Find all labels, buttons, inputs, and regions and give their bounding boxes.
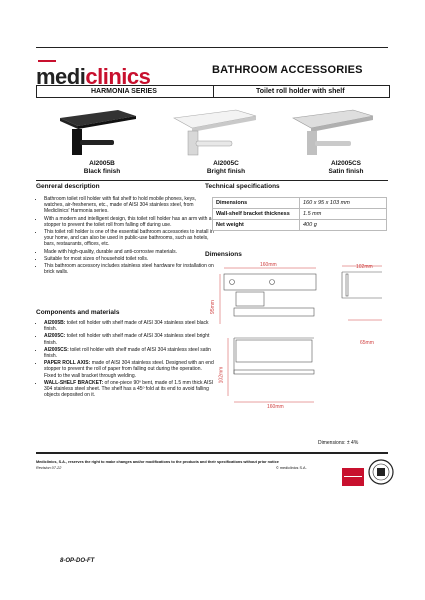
logo-accent bbox=[38, 60, 56, 62]
component-label: PAPER ROLL AXIS: bbox=[44, 360, 91, 367]
description-item: • With a modern and intelligent design, this toilet roll holder has an arm with a stopper to prevent the toilet roll from falling off during use. bbox=[44, 216, 214, 228]
spec-value: 400 g bbox=[300, 220, 387, 231]
spec-value: 1.5 mm bbox=[300, 209, 387, 220]
product-finish: Black finish bbox=[83, 168, 121, 175]
description-item: • Made with high-quality, durable and anti-corrosive materials. bbox=[44, 249, 214, 255]
dim-top-depth: 102mm bbox=[356, 264, 373, 270]
certification-badge-icon bbox=[342, 462, 364, 490]
product-name: Toilet roll holder with shelf bbox=[256, 88, 345, 95]
series-divider bbox=[213, 86, 214, 97]
product-image-satin bbox=[285, 108, 375, 158]
section-rule bbox=[36, 180, 388, 181]
dimensions-drawing bbox=[209, 262, 388, 434]
dimensions-title: Dimensions bbox=[205, 251, 242, 258]
component-item bbox=[44, 320, 214, 332]
description-item: • This bathroom accessory includes stainless steel hardware for installation on brick walls. bbox=[44, 263, 214, 275]
product-image-black bbox=[50, 108, 140, 158]
series-name: HARMONIA SERIES bbox=[91, 88, 157, 95]
product-code: AI2005CS bbox=[331, 160, 361, 167]
description-item: • This toilet roll holder is one of the essential bathroom accessories to install in your home, and can also be used in public-use bathrooms, such as hotels, bars, restaurants, offices, etc. bbox=[44, 229, 214, 248]
description-list bbox=[36, 196, 214, 276]
product-finish: Bright finish bbox=[206, 168, 246, 175]
component-text: made of AISI 304 stainless steel. Designed with an end stopper to prevent the roll of paper from falling out during the operation. Fixed to the wall bracket through welding. bbox=[44, 360, 214, 379]
product-code: AI2005B bbox=[89, 160, 115, 167]
spec-key: Net weight bbox=[213, 220, 300, 231]
dimensions-tolerance: Dimensions: ± 4% bbox=[318, 440, 359, 446]
component-item bbox=[44, 360, 214, 379]
spec-key: Dimensions bbox=[213, 198, 300, 209]
document-code: 8-OP-DO-FT bbox=[60, 558, 95, 564]
description-title: Genreral description bbox=[36, 183, 100, 190]
footer-notice: Mediclinics, S.A., reserves the right to make changes and/or modifications to the products and their specifications without prior notice bbox=[36, 460, 279, 464]
component-text: of one-piece 90º bent, made of 1.5 mm thick AISI 304 stainless steel sheet. The shelf has a 45º fold at its end to avoid falling objects deposited on it. bbox=[44, 379, 214, 399]
components-title: Components and materials bbox=[36, 309, 120, 316]
product-caption-black bbox=[52, 160, 152, 176]
dim-bottom-height: 102mm bbox=[218, 366, 225, 384]
component-label: AI2005CS: bbox=[44, 346, 69, 353]
dim-bottom-width: 160mm bbox=[267, 404, 284, 410]
page-title: BATHROOM ACCESSORIES bbox=[212, 64, 363, 76]
description-item: • Bathroom toilet roll holder with flat shelf to hold mobile phones, keys, watches, air-fresheners, etc., made of AISI 304 stainless steel, from Mediclinics' Harmonia series. bbox=[44, 196, 214, 215]
footer-rule bbox=[36, 452, 388, 454]
components-list bbox=[36, 320, 214, 399]
top-rule bbox=[36, 47, 388, 48]
product-caption-bright bbox=[176, 160, 276, 176]
spec-key: Wall-shelf bracket thickness bbox=[213, 209, 300, 220]
footer-copyright: © mediclinics S.A. bbox=[276, 466, 307, 470]
product-image-bright bbox=[168, 108, 258, 158]
component-label: AI2005B: bbox=[44, 320, 66, 326]
component-text: toilet roll holder with shelf made of AISI 304 stainless steel satin finish. bbox=[44, 346, 211, 360]
spec-value: 160 x 95 x 103 mm bbox=[300, 198, 387, 209]
table-row bbox=[213, 209, 387, 220]
footer-revision: Revision 07-22 bbox=[36, 466, 62, 470]
component-label: AI2005C: bbox=[44, 333, 66, 340]
series-bar bbox=[36, 85, 390, 98]
logo-text-medi: medi bbox=[36, 64, 86, 89]
table-row bbox=[213, 220, 387, 231]
dim-mid-depth: 65mm bbox=[360, 340, 374, 346]
description-item: • Suitable for most sizes of household toilet rolls. bbox=[44, 256, 214, 262]
component-item bbox=[44, 347, 214, 359]
product-caption-satin bbox=[296, 160, 396, 176]
component-item bbox=[44, 380, 214, 399]
dim-height: 95mm bbox=[209, 300, 216, 314]
certification-seal-icon bbox=[368, 458, 394, 488]
product-code: AI2005C bbox=[213, 160, 239, 167]
dim-top-width: 160mm bbox=[260, 262, 277, 268]
component-text: toilet roll holder with shelf made of AISI 304 stainless steel bright finish. bbox=[44, 333, 210, 346]
component-text: toilet roll holder with shelf made of AISI 304 stainless steel black finish. bbox=[44, 320, 209, 333]
specs-table bbox=[212, 197, 387, 231]
component-label: WALL-SHELF BRACKET: bbox=[44, 379, 104, 386]
table-row bbox=[213, 198, 387, 209]
product-finish: Satin finish bbox=[328, 168, 364, 175]
specs-title: Technical specifications bbox=[205, 183, 280, 190]
component-item bbox=[44, 333, 214, 345]
logo-text-clinics: clinics bbox=[85, 64, 151, 89]
